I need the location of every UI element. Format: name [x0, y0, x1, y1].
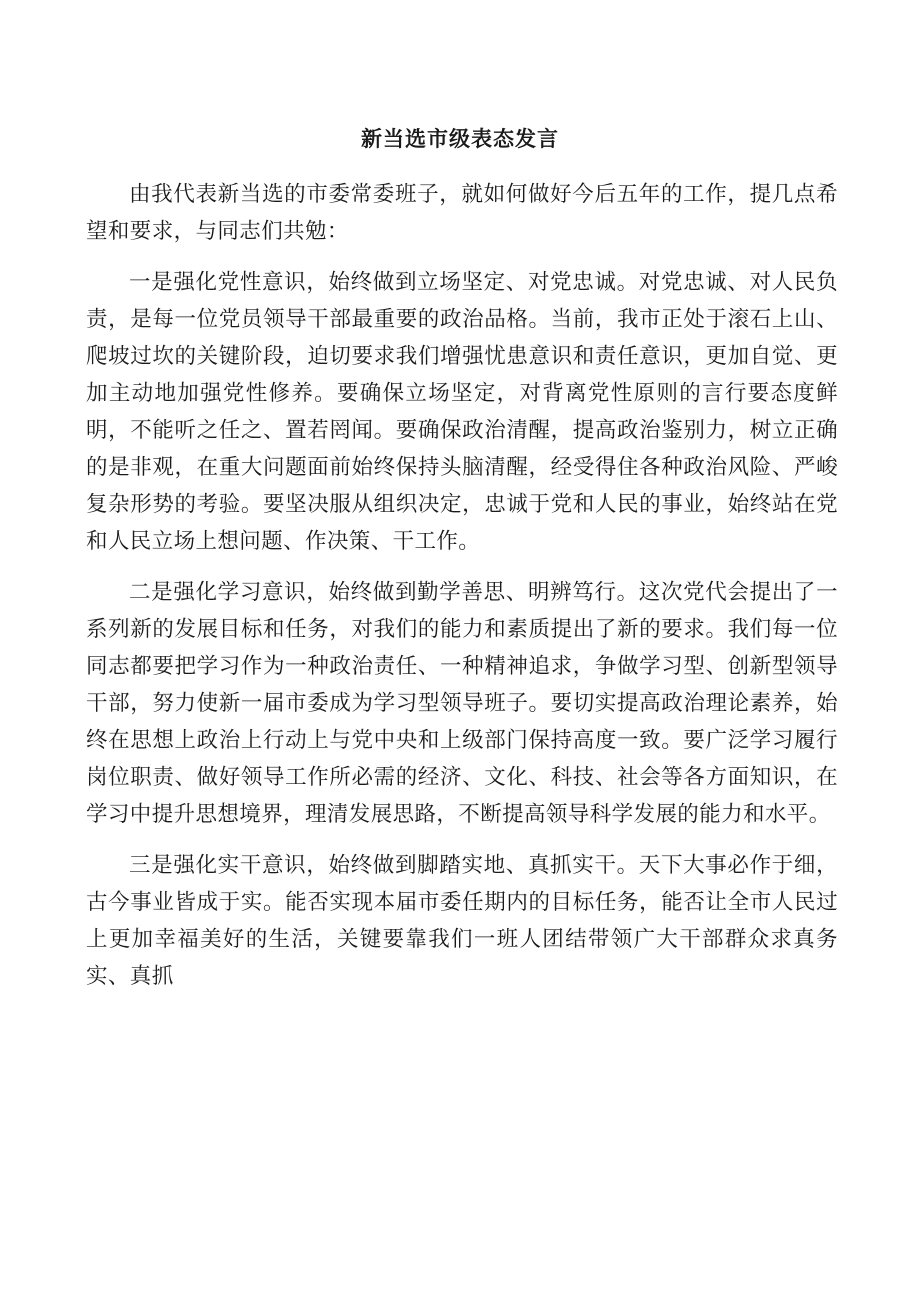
paragraph-party-spirit: 一是强化党性意识，始终做到立场坚定、对党忠诚。对党忠诚、对人民负责，是每一位党员领导干部最重要的政治品格。当前，我市正处于滚石上山、爬坡过坎的关键阶段，迫切要求我们增强忧患意识和责任意识，更加自觉、更加主动地加强党性修养。要确保立场坚定，对背离党性原则的言行要态度鲜明，不能听之任之、置若罔闻。要确保政治清醒，提高政治鉴别力，树立正确的是非观，在重大问题面前始终保持头脑清醒，经受得住各种政治风险、严峻复杂形势的考验。要坚决服从组织决定，忠诚于党和人民的事业，始终站在党和人民立场上想问题、作决策、干工作。: [86, 270, 838, 554]
document-title: 新当选市级表态发言: [361, 127, 559, 151]
paragraph-practical-work: 三是强化实干意识，始终做到脚踏实地、真抓实干。天下大事必作于细，古今事业皆成于实。能否实现本届市委任期内的目标任务，能否让全市人民过上更加幸福美好的生活，关键要靠我们一班人团结带领广大干部群众求真务实、真抓: [86, 853, 838, 989]
paragraph-learning: 二是强化学习意识，始终做到勤学善思、明辨笃行。这次党代会提出了一系列新的发展目标和任务，对我们的能力和素质提出了新的要求。我们每一位同志都要把学习作为一种政治责任、一种精神追求，争做学习型、创新型领导干部，努力使新一届市委成为学习型领导班子。要切实提高政治理论素养，始终在思想上政治上行动上与党中央和上级部门保持高度一致。要广泛学习履行岗位职责、做好领导工作所必需的经济、文化、科技、社会等各方面知识，在学习中提升思想境界，理清发展思路，不断提高领导科学发展的能力和水平。: [86, 580, 838, 827]
document-body: [86, 176, 838, 995]
paragraph-intro: 由我代表新当选的市委常委班子，就如何做好今后五年的工作，提几点希望和要求，与同志们共勉：: [86, 182, 838, 244]
